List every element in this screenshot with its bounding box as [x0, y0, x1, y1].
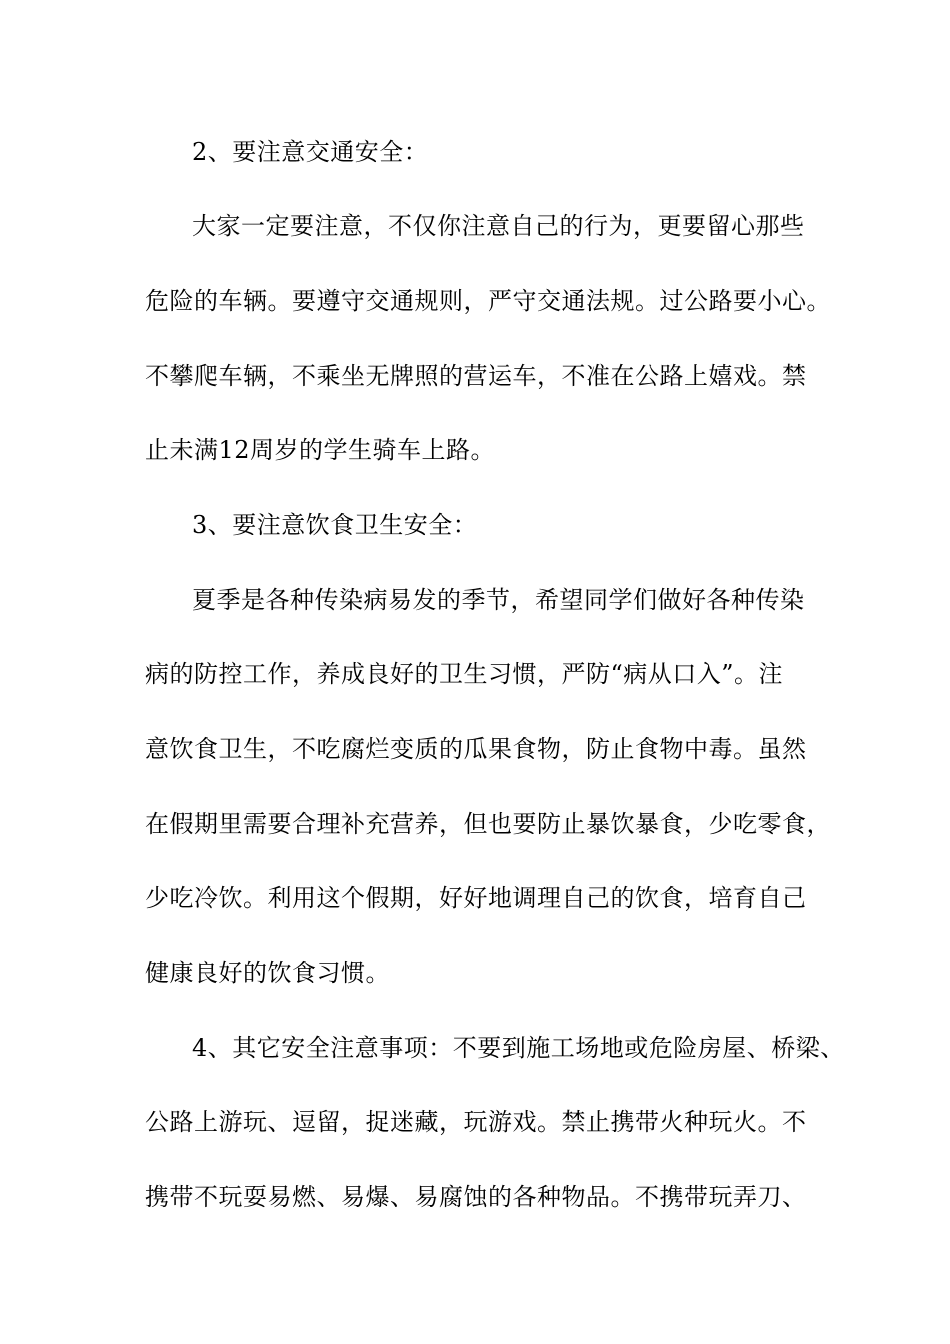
paragraph-line: 大家一定要注意，不仅你注意自己的行为，更要留心那些 [192, 212, 805, 240]
paragraph-line: 健康良好的饮食习惯。 [145, 959, 390, 987]
paragraph-line: 夏季是各种传染病易发的季节，希望同学们做好各种传染 [192, 586, 805, 614]
paragraph-line: 携带不玩耍易燃、易爆、易腐蚀的各种物品。不携带玩弄刀、 [145, 1183, 807, 1211]
section-heading-other: 4、其它安全注意事项：不要到施工场地或危险房屋、桥梁、 [192, 1034, 845, 1062]
paragraph-line: 病的防控工作，养成良好的卫生习惯，严防“病从口入”。注 [145, 660, 784, 688]
paragraph-line: 危险的车辆。要遵守交通规则，严守交通法规。过公路要小心。 [145, 287, 831, 315]
section-heading-food: 3、要注意饮食卫生安全： [192, 511, 478, 539]
paragraph-line: 不攀爬车辆，不乘坐无牌照的营运车，不准在公路上嬉戏。禁 [145, 362, 807, 390]
paragraph-line: 公路上游玩、逗留，捉迷藏，玩游戏。禁止携带火种玩火。不 [145, 1108, 807, 1136]
paragraph-line: 少吃冷饮。利用这个假期，好好地调理自己的饮食，培育自己 [145, 884, 807, 912]
paragraph-line: 止未满12周岁的学生骑车上路。 [145, 436, 496, 464]
section-heading-traffic: 2、要注意交通安全： [192, 138, 429, 166]
paragraph-line: 在假期里需要合理补充营养，但也要防止暴饮暴食，少吃零食， [145, 810, 831, 838]
paragraph-line: 意饮食卫生，不吃腐烂变质的瓜果食物，防止食物中毒。虽然 [145, 735, 807, 763]
